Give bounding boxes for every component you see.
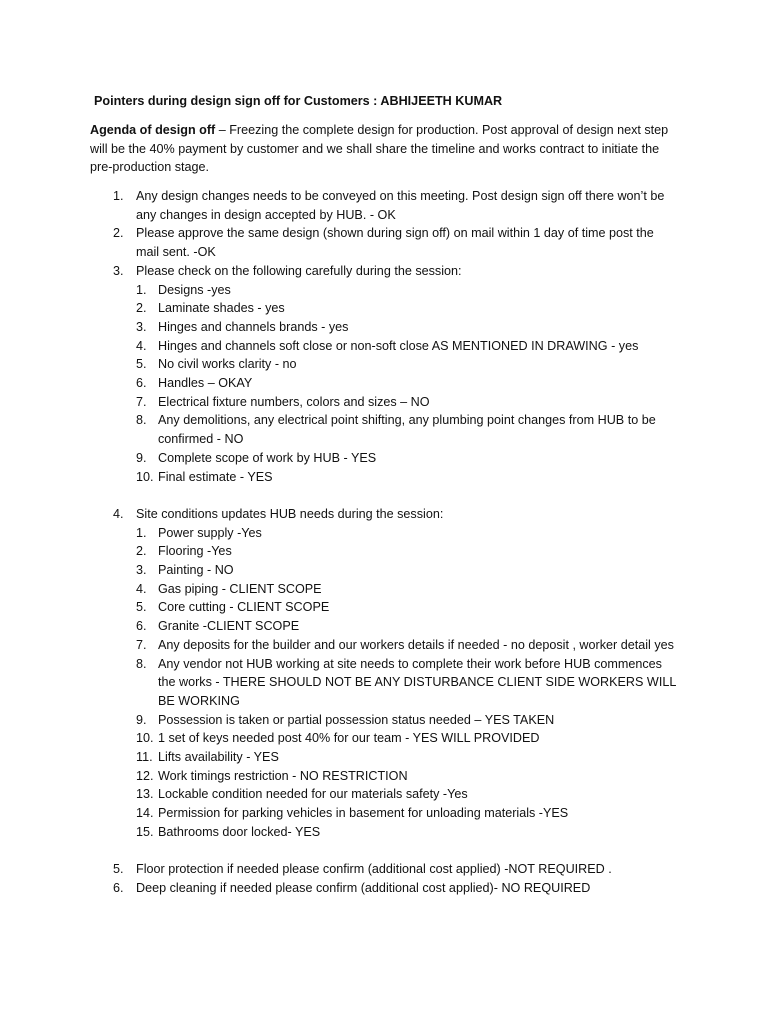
sublist-item-text: Laminate shades - yes [158, 301, 285, 316]
list-item-text: Site conditions updates HUB needs during the session: [136, 506, 444, 521]
list-item [0, 224, 768, 261]
sublist-item-number: 8. [136, 656, 147, 671]
sublist-item [0, 655, 768, 711]
sublist-item [0, 318, 768, 337]
sublist-item-text: Work timings restriction - NO RESTRICTION [158, 768, 408, 783]
sublist-item-text: Permission for parking vehicles in basement for unloading materials -YES [158, 806, 569, 821]
blank-line [0, 486, 768, 505]
site-sublist [0, 524, 768, 842]
sublist-item-number: 6. [136, 376, 147, 391]
sublist-item-text: Any vendor not HUB working at site needs to complete their work before HUB commences the works - THERE SHOULD NOT BE ANY DISTURBANCE CLIENT SIDE WORKERS WILL BE WORKING [158, 656, 676, 708]
document-title: Pointers during design sign off for Customers : ABHIJEETH KUMAR [94, 94, 503, 108]
sublist-item [0, 355, 768, 374]
sublist-item-text: Lockable condition needed for our materials safety -Yes [158, 787, 468, 802]
sublist-item-text: Designs -yes [158, 282, 231, 297]
sublist-item-number: 6. [136, 619, 147, 634]
list-item-number: 2. [113, 226, 124, 241]
sublist-item [0, 636, 768, 655]
sublist-item-text: Granite -CLIENT SCOPE [158, 619, 300, 634]
sublist-item-number: 11. [136, 750, 153, 765]
sublist-item-text: Electrical fixture numbers, colors and sizes – NO [158, 394, 430, 409]
list-item-text: Floor protection if needed please confirm (additional cost applied) -NOT REQUIRED . [136, 862, 612, 877]
sublist-item [0, 767, 768, 786]
list-item-number: 1. [113, 189, 124, 203]
list-item-number: 5. [113, 862, 124, 877]
sublist-item-number: 10. [136, 469, 154, 484]
agenda-paragraph [90, 121, 680, 177]
sublist-item-number: 2. [136, 301, 147, 316]
sublist-item-number: 7. [136, 637, 147, 652]
sublist-item [0, 411, 768, 448]
sublist-item-number: 14. [136, 806, 154, 821]
sublist-item-number: 2. [136, 544, 147, 559]
sublist-item [0, 374, 768, 393]
sublist-item-number: 9. [136, 712, 147, 727]
pointers-list [0, 187, 768, 898]
sublist-item [0, 748, 768, 767]
sublist-item-number: 3. [136, 319, 147, 334]
sublist-item-number: 15. [136, 824, 154, 839]
sublist-item-text: No civil works clarity - no [158, 357, 297, 372]
sublist-item-number: 9. [136, 450, 147, 465]
sublist-item [0, 711, 768, 730]
sublist-item-text: 1 set of keys needed post 40% for our team - YES WILL PROVIDED [158, 731, 540, 746]
sublist-item [0, 468, 768, 487]
sublist-item-text: Any demolitions, any electrical point shifting, any plumbing point changes from HUB to be confirmed - NO [158, 413, 656, 447]
sublist-item-text: Flooring -Yes [158, 544, 232, 559]
sublist-item [0, 299, 768, 318]
sublist-item [0, 337, 768, 356]
sublist-item [0, 542, 768, 561]
sublist-item [0, 524, 768, 543]
list-item-text: Please check on the following carefully during the session: [136, 263, 462, 278]
sublist-item-number: 3. [136, 563, 147, 578]
list-item [0, 860, 768, 879]
agenda-label: Agenda of design off [90, 123, 216, 137]
list-item-text: Please approve the same design (shown during sign off) on mail within 1 day of time post the mail sent. -OK [136, 226, 654, 260]
sublist-item [0, 449, 768, 468]
list-item-number: 6. [113, 880, 124, 895]
sublist-item-text: Any deposits for the builder and our workers details if needed - no deposit , worker detail yes [158, 637, 674, 652]
sublist-item-number: 10. [136, 731, 154, 746]
sublist-item-text: Power supply -Yes [158, 525, 262, 540]
list-item [0, 879, 768, 898]
sublist-item-number: 13. [136, 787, 154, 802]
sublist-item-text: Core cutting - CLIENT SCOPE [158, 600, 330, 615]
sublist-item-text: Hinges and channels soft close or non-soft close AS MENTIONED IN DRAWING - yes [158, 338, 639, 353]
list-item-number: 4. [113, 506, 124, 521]
sublist-item [0, 729, 768, 748]
blank-line [0, 842, 768, 861]
sublist-item-text: Possession is taken or partial possession status needed – YES TAKEN [158, 712, 555, 727]
sublist-item-number: 1. [136, 282, 147, 297]
check-sublist [0, 281, 768, 487]
sublist-item-number: 1. [136, 525, 147, 540]
sublist-item-text: Bathrooms door locked- YES [158, 824, 321, 839]
sublist-item [0, 598, 768, 617]
sublist-item-text: Handles – OKAY [158, 376, 253, 391]
agenda-text: – Freezing the complete design for production. Post approval of design next step will be the 40% payment by customer and we shall share the timeline and works contract to initiate the pre-production stage. [90, 123, 669, 175]
list-item-number: 3. [113, 263, 124, 278]
sublist-item-number: 5. [136, 357, 147, 372]
sublist-item [0, 281, 768, 300]
sublist-item [0, 617, 768, 636]
sublist-item-number: 8. [136, 413, 147, 428]
sublist-item-text: Gas piping - CLIENT SCOPE [158, 581, 322, 596]
sublist-item-text: Final estimate - YES [158, 469, 273, 484]
sublist-item-number: 4. [136, 581, 147, 596]
sublist-item [0, 393, 768, 412]
sublist-item [0, 823, 768, 842]
sublist-item [0, 561, 768, 580]
list-item-text: Any design changes needs to be conveyed on this meeting. Post design sign off there won’t be any changes in design accepted by HUB. - OK [136, 189, 665, 222]
sublist-item-number: 7. [136, 394, 147, 409]
list-item-text: Deep cleaning if needed please confirm (additional cost applied)- NO REQUIRED [136, 880, 591, 895]
list-item [0, 187, 768, 224]
sublist-item-text: Hinges and channels brands - yes [158, 319, 349, 334]
sublist-item-text: Lifts availability - YES [158, 750, 279, 765]
list-item [0, 505, 768, 524]
sublist-item-text: Complete scope of work by HUB - YES [158, 450, 377, 465]
sublist-item [0, 804, 768, 823]
sublist-item-number: 5. [136, 600, 147, 615]
sublist-item-number: 4. [136, 338, 147, 353]
sublist-item-number: 12. [136, 768, 154, 783]
sublist-item [0, 580, 768, 599]
list-item [0, 262, 768, 281]
sublist-item [0, 785, 768, 804]
sublist-item-text: Painting - NO [158, 563, 234, 578]
